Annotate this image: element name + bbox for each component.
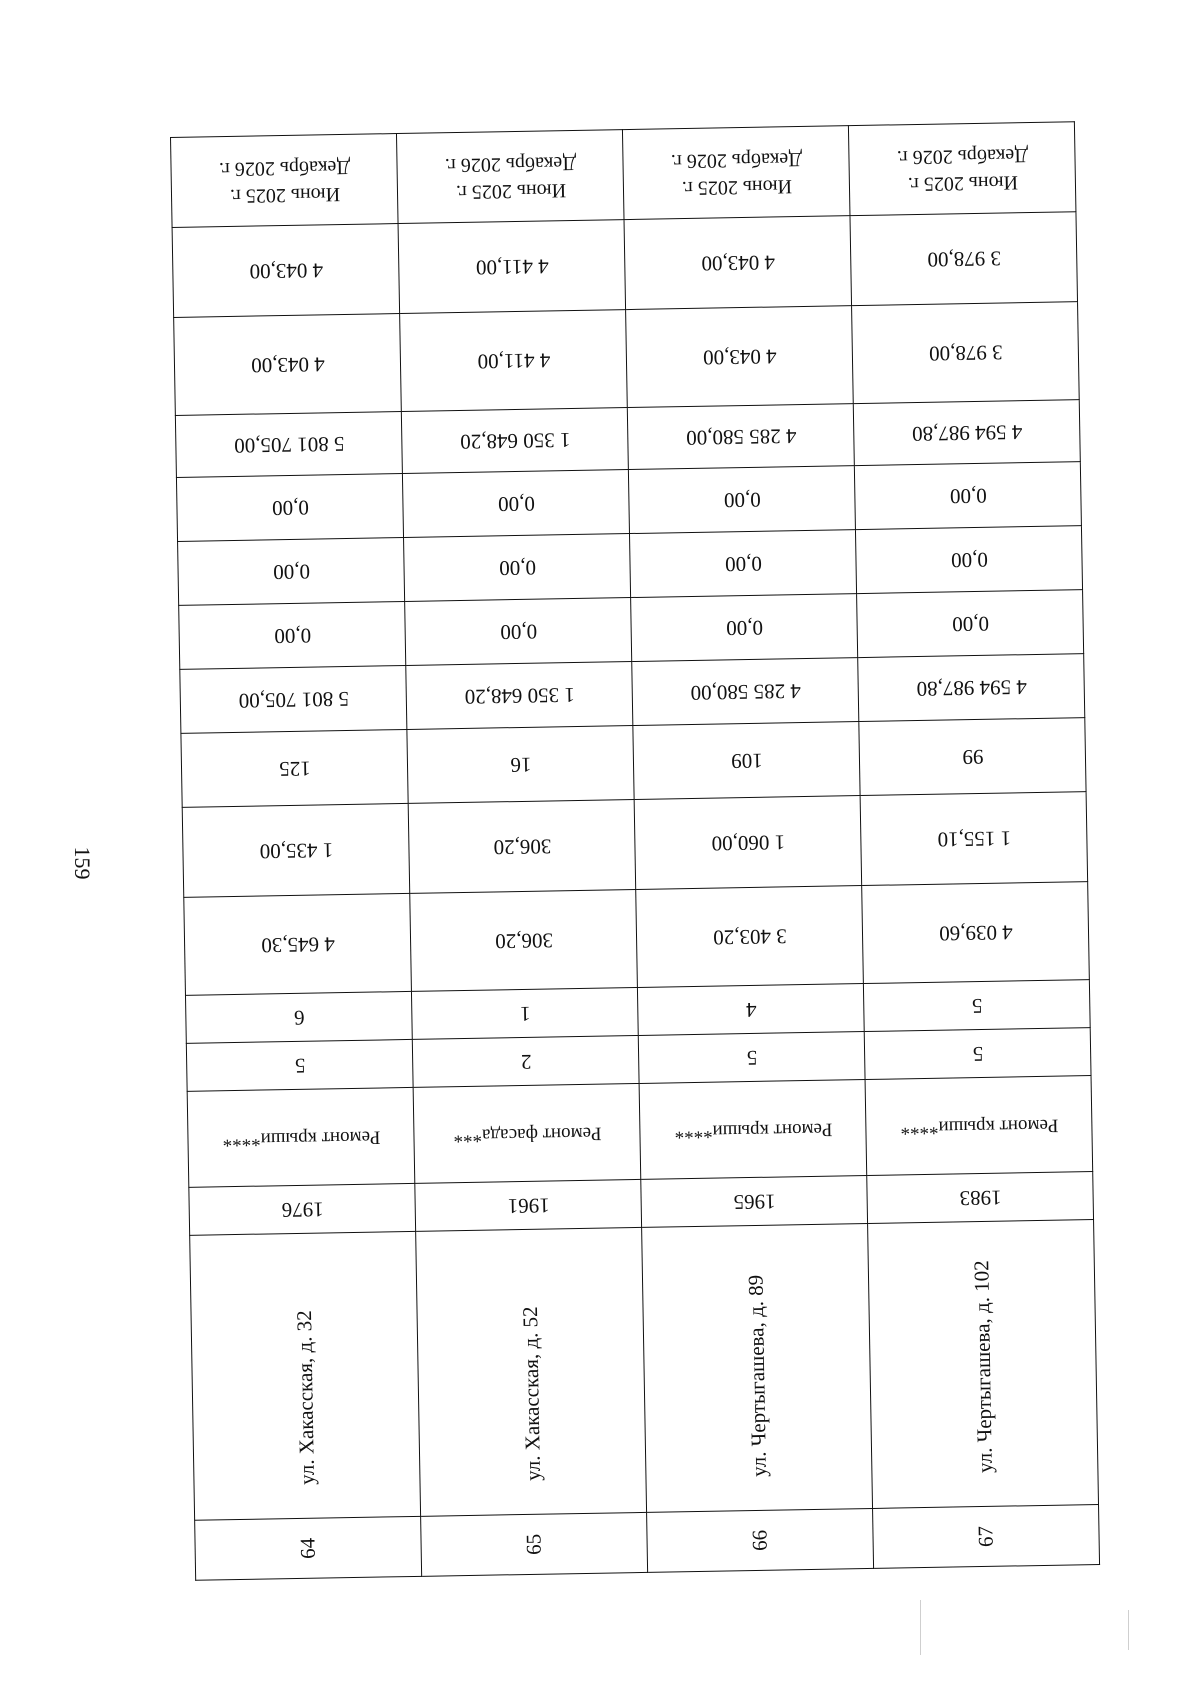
value-cell: 3 978,00 bbox=[850, 212, 1078, 306]
year-cell: 1983 bbox=[867, 1172, 1094, 1224]
value-cell: 306,20 bbox=[408, 800, 636, 894]
value-cell: 5 801 705,00 bbox=[180, 665, 407, 733]
value-cell: 1 435,00 bbox=[182, 803, 410, 897]
value-cell: 4 594 987,80 bbox=[853, 400, 1080, 466]
value-cell: 1 350 648,20 bbox=[406, 662, 633, 730]
period-cell: Июнь 2025 г. Декабрь 2026 г. bbox=[848, 122, 1076, 216]
row-number-cell: 67 bbox=[873, 1505, 1100, 1569]
value-cell: 1 155,10 bbox=[860, 792, 1088, 886]
value-cell: 5 bbox=[863, 980, 1090, 1032]
value-cell: 4 645,30 bbox=[184, 893, 412, 995]
value-cell: 0,00 bbox=[405, 598, 632, 666]
period-row bbox=[171, 122, 1076, 228]
row-number-cell: 65 bbox=[421, 1512, 648, 1576]
value-cell: 99 bbox=[859, 718, 1086, 796]
value-cell: 1 bbox=[411, 987, 638, 1039]
total-area-row bbox=[184, 882, 1090, 996]
work-type-cell: Ремонт крыши**** bbox=[639, 1080, 867, 1180]
year-cell: 1961 bbox=[415, 1179, 642, 1231]
value-cell: 0,00 bbox=[855, 526, 1082, 594]
value-cell: 0,00 bbox=[857, 590, 1084, 658]
limit-cost-row bbox=[172, 212, 1077, 318]
period-cell: Июнь 2025 г. Декабрь 2026 г. bbox=[171, 134, 399, 228]
value-cell: 6 bbox=[185, 991, 412, 1043]
value-cell: 306,20 bbox=[410, 889, 638, 991]
premises-area-row bbox=[182, 792, 1087, 898]
address-row bbox=[190, 1220, 1099, 1521]
value-cell: 5 bbox=[186, 1039, 413, 1091]
value-cell: 4 039,60 bbox=[862, 882, 1090, 984]
value-cell: 0,00 bbox=[404, 534, 631, 602]
row-number-cell: 64 bbox=[195, 1516, 422, 1580]
value-cell: 4 043,00 bbox=[624, 216, 852, 310]
work-type-row bbox=[187, 1076, 1093, 1188]
scan-artifact bbox=[1128, 1610, 1129, 1650]
value-cell: 109 bbox=[633, 722, 860, 800]
row-number-cell: 66 bbox=[647, 1508, 874, 1572]
work-type-cell: Ремонт фасада*** bbox=[413, 1083, 641, 1183]
year-cell: 1965 bbox=[641, 1175, 868, 1227]
address-cell: ул. Чертыгашева, д. 102 bbox=[868, 1220, 1099, 1509]
value-cell: 0,00 bbox=[628, 466, 855, 534]
value-cell: 0,00 bbox=[854, 462, 1081, 530]
value-cell: 4 043,00 bbox=[174, 314, 402, 416]
value-cell: 0,00 bbox=[176, 473, 403, 541]
value-cell: 16 bbox=[407, 726, 634, 804]
value-cell: 3 403,20 bbox=[636, 886, 864, 988]
scan-artifact bbox=[920, 1600, 921, 1655]
value-cell: 0,00 bbox=[629, 530, 856, 598]
value-cell: 0,00 bbox=[179, 601, 406, 669]
year-cell: 1976 bbox=[189, 1183, 416, 1235]
repair-schedule-table bbox=[170, 121, 1100, 1581]
page-number: 159 bbox=[70, 846, 95, 880]
value-cell: 4 285 580,00 bbox=[632, 658, 859, 726]
value-cell: 0,00 bbox=[402, 470, 629, 538]
value-cell: 5 bbox=[864, 1028, 1091, 1080]
work-type-cell: Ремонт крыши**** bbox=[865, 1076, 1093, 1176]
value-cell: 5 bbox=[638, 1032, 865, 1084]
value-cell: 0,00 bbox=[631, 594, 858, 662]
address-cell: ул. Хакасская, д. 32 bbox=[190, 1231, 421, 1520]
repair-schedule-table-wrapper bbox=[170, 121, 1100, 1581]
address-cell: ул. Хакасская, д. 52 bbox=[416, 1227, 647, 1516]
value-cell: 5 801 705,00 bbox=[175, 412, 402, 478]
value-cell: 125 bbox=[181, 729, 408, 807]
value-cell: 4 285 580,00 bbox=[627, 404, 854, 470]
value-cell: 1 350 648,20 bbox=[401, 408, 628, 474]
value-cell: 4 411,00 bbox=[398, 220, 626, 314]
work-type-cell: Ремонт крыши**** bbox=[187, 1087, 415, 1187]
value-cell: 4 bbox=[637, 984, 864, 1036]
value-cell: 4 594 987,80 bbox=[858, 654, 1085, 722]
value-cell: 1 060,00 bbox=[634, 796, 862, 890]
value-cell: 4 411,00 bbox=[400, 310, 628, 412]
period-cell: Июнь 2025 г. Декабрь 2026 г. bbox=[622, 126, 850, 220]
period-cell: Июнь 2025 г. Декабрь 2026 г. bbox=[396, 130, 624, 224]
value-cell: 3 978,00 bbox=[852, 302, 1080, 404]
unit-cost-row bbox=[174, 302, 1080, 416]
value-cell: 2 bbox=[412, 1035, 639, 1087]
value-cell: 0,00 bbox=[178, 537, 405, 605]
value-cell: 4 043,00 bbox=[626, 306, 854, 408]
address-cell: ул. Чертыгашева, д. 89 bbox=[642, 1223, 873, 1512]
value-cell: 4 043,00 bbox=[172, 224, 400, 318]
